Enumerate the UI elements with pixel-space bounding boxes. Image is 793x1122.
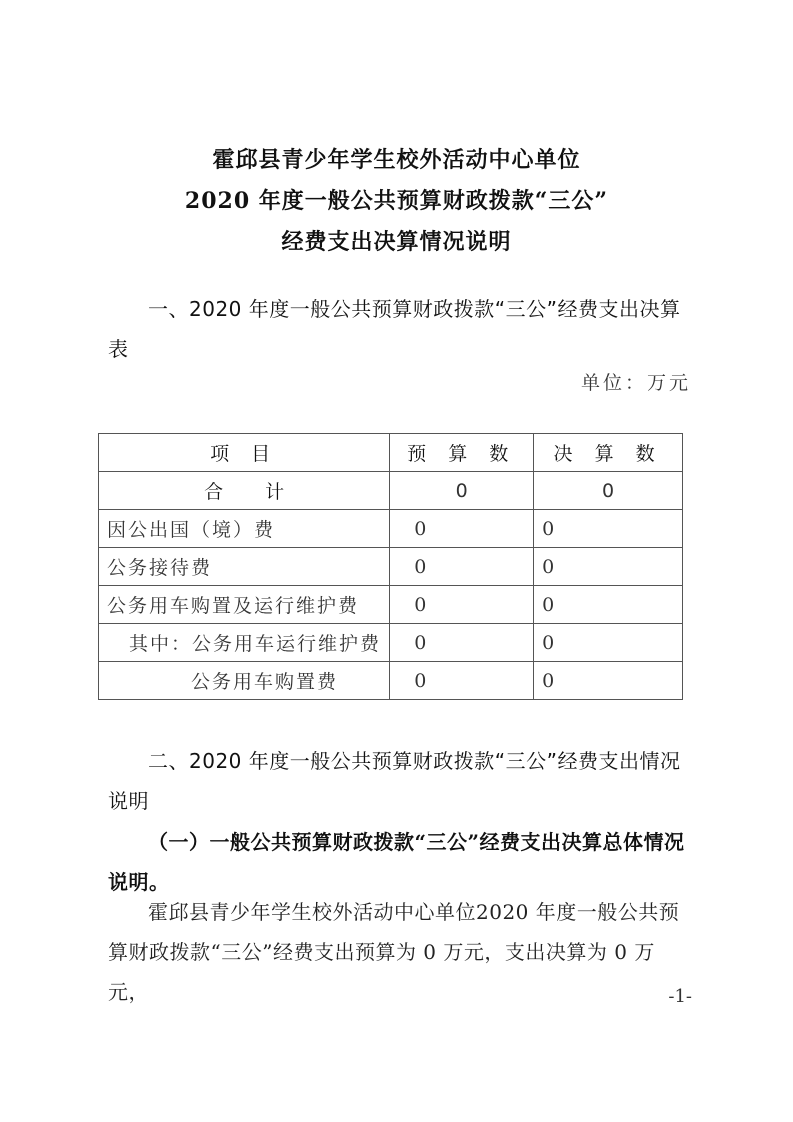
row-label: 因公出国（境）费 bbox=[99, 510, 390, 548]
row-actual: 0 bbox=[534, 662, 683, 700]
total-budget: 0 bbox=[390, 472, 534, 510]
total-actual: 0 bbox=[534, 472, 683, 510]
table-row bbox=[99, 548, 683, 586]
document-title-line-3: 经费支出决算情况说明 bbox=[281, 229, 512, 255]
document-title-line-1: 霍邱县青少年学生校外活动中心单位 bbox=[212, 147, 581, 173]
section-1-heading: 一、2020 年度一般公共预算财政拨款“三公”经费支出决算表 bbox=[108, 297, 681, 361]
row-actual: 0 bbox=[534, 586, 683, 624]
row-budget: 0 bbox=[390, 624, 534, 662]
table-total-row bbox=[99, 472, 683, 510]
document-title-line-2: 2020 年度一般公共预算财政拨款“三公” bbox=[184, 188, 609, 214]
subsection-1-heading: （一）一般公共预算财政拨款“三公”经费支出决算总体情况说明。 bbox=[108, 830, 685, 894]
page-number: -1- bbox=[668, 986, 692, 1007]
row-actual: 0 bbox=[534, 548, 683, 586]
unit-label: 单位：万元 bbox=[580, 372, 691, 394]
row-budget: 0 bbox=[390, 510, 534, 548]
header-budget: 预 算 数 bbox=[390, 434, 534, 472]
table-row bbox=[99, 586, 683, 624]
table-row bbox=[99, 624, 683, 662]
row-actual: 0 bbox=[534, 624, 683, 662]
row-budget: 0 bbox=[390, 586, 534, 624]
row-label: 公务接待费 bbox=[99, 548, 390, 586]
table-row bbox=[99, 662, 683, 700]
table-row bbox=[99, 510, 683, 548]
row-label: 其中：公务用车运行维护费 bbox=[99, 624, 390, 662]
header-item: 项 目 bbox=[99, 434, 390, 472]
row-label: 公务用车购置费 bbox=[99, 662, 390, 700]
row-label: 公务用车购置及运行维护费 bbox=[99, 586, 390, 624]
section-2-heading: 二、2020 年度一般公共预算财政拨款“三公”经费支出情况说明 bbox=[108, 749, 681, 813]
total-label: 合 计 bbox=[99, 472, 390, 510]
three-public-expenses-table bbox=[98, 433, 683, 700]
header-actual: 决 算 数 bbox=[534, 434, 683, 472]
row-budget: 0 bbox=[390, 548, 534, 586]
row-budget: 0 bbox=[390, 662, 534, 700]
row-actual: 0 bbox=[534, 510, 683, 548]
body-paragraph: 霍邱县青少年学生校外活动中心单位2020 年度一般公共预算财政拨款“三公”经费支出预算为 0 万元，支出决算为 0 万元， bbox=[108, 900, 680, 1004]
table-header-row bbox=[99, 434, 683, 472]
